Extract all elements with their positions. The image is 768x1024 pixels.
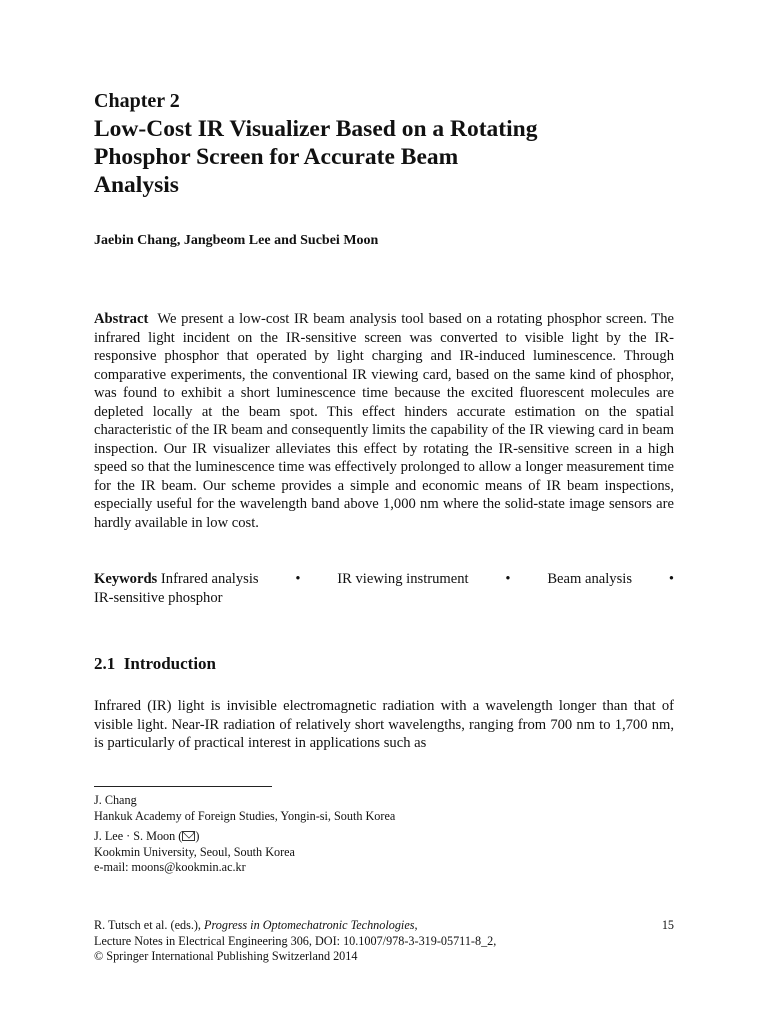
keyword-separator: • [505, 571, 511, 587]
section-title: Introduction [123, 654, 217, 673]
author-name: J. Chang [94, 793, 137, 807]
keywords-label: Keywords [94, 571, 158, 587]
intro-paragraph: Infrared (IR) light is invisible electromagnetic radiation with a wavelength longer than that of visible light. Near-IR radiation of relatively short wavelengths, ranging from 700 nm to 1,700 nm, is particularly of practical interest in applications such as [94, 698, 674, 751]
keyword-item: IR-sensitive phosphor [94, 589, 223, 606]
page-number: 15 [661, 918, 674, 932]
keyword-item: Infrared analysis [160, 571, 259, 587]
section-number: 2.1 [94, 654, 116, 673]
keywords-line [94, 570, 674, 589]
author-footnote-1 [94, 793, 674, 824]
author-affiliation: Kookmin University, Seoul, South Korea [94, 844, 295, 859]
chapter-title [94, 115, 654, 199]
abstract [94, 310, 674, 532]
keyword-separator: • [668, 571, 674, 587]
page-footer [94, 918, 674, 965]
title-line-2: Phosphor Screen for Accurate Beam [94, 144, 459, 170]
title-line-1: Low-Cost IR Visualizer Based on a Rotating [94, 116, 538, 142]
author-list: Jaebin Chang, Jangbeom Lee and Sucbei Moon [94, 233, 379, 248]
keywords [94, 570, 674, 607]
envelope-icon [182, 831, 195, 841]
footnotes [94, 793, 674, 881]
footer-book-title: Progress in Optomechatronic Technologies [204, 918, 415, 932]
footer-line-1: R. Tutsch et al. (eds.), Progress in Optomechatronic Technologies, 15 [94, 918, 674, 932]
abstract-label: Abstract [94, 311, 149, 327]
chapter-label: Chapter 2 [94, 90, 180, 112]
footer-editors: R. Tutsch et al. (eds.), [94, 918, 201, 932]
author-names: J. Lee · S. Moon ( ) [94, 829, 200, 843]
keyword-item: IR viewing instrument [337, 571, 469, 587]
footnote-rule [94, 786, 272, 787]
title-line-3: Analysis [94, 172, 179, 198]
abstract-text: We present a low-cost IR beam analysis tool based on a rotating phosphor screen. The infrared light incident on the IR-sensitive screen was converted to visible light by the IR-responsive phosphor that operated by light charging and IR-induced luminescence. Through comparative experiments, the conventional IR viewing card, based on the same kind of phosphor, was found to exhibit a short luminescence time because the excited fluorescent molecules are depleted locally at the beam spot. This effect hinders accurate estimation on the spatial characteristic of the IR beam and consequently limits the capability of the IR viewing card in beam inspection. Our IR visualizer alleviates this effect by rotating the IR-sensitive screen in a high speed so that the luminescence time was effectively prolonged to allow a longer measurement time for the IR beam. Our scheme provides a simple and economic means of IR beam inspections, especially useful for the wavelength band above 1,000 nm where the solid-state image sensors are hardly available in low cost. [94, 311, 674, 531]
footer-series: Lecture Notes in Electrical Engineering 306, DOI: 10.1007/978-3-319-05711-8_2, [94, 933, 497, 948]
author-email: e-mail: moons@kookmin.ac.kr [94, 860, 246, 874]
footer-copyright: © Springer International Publishing Switzerland 2014 [94, 949, 358, 963]
author-footnote-2 [94, 829, 674, 876]
section-heading [94, 654, 216, 674]
author-affiliation: Hankuk Academy of Foreign Studies, Yongin-si, South Korea [94, 808, 396, 823]
keyword-item: Beam analysis [547, 571, 633, 587]
keyword-separator: • [295, 571, 301, 587]
